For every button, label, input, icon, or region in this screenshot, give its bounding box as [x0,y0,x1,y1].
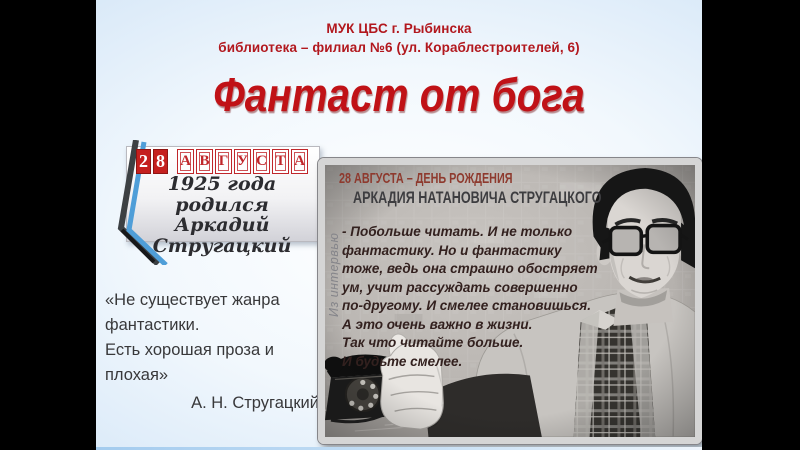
genre-quote-line: Есть хорошая проза и [105,341,274,359]
genre-quote-line: плохая» [105,366,169,384]
photo-frame [318,158,702,444]
organization-header [96,19,702,57]
presentation-slide [96,0,702,450]
calendar-tiles [136,149,310,174]
interview-quote-line: по-другому. И смелее становишься. [342,298,591,313]
photo-card [318,158,702,444]
birth-caption-line: Аркадий [174,214,270,236]
slide-title: Фантаст от бога [213,68,585,121]
interview-quote-line: фантастику. Но и фантастику [342,242,562,258]
birth-caption-line: Стругацкий [152,234,292,257]
month-letter-tile: Т [272,149,289,174]
month-letter-tile: А [177,149,194,174]
interview-quote-line: тоже, ведь она страшно обостряет [342,261,598,276]
organization-line2: библиотека – филиал №6 (ул. Кораблестроителей, 6) [218,40,580,55]
photo-title-date: 28 АВГУСТА – ДЕНЬ РОЖДЕНИЯ [339,170,513,187]
genre-quote [105,288,325,416]
month-letter-tile: С [253,149,270,174]
month-letter-tile: А [291,149,308,174]
day-digit-tile: 2 [136,149,151,174]
genre-quote-line: фантастики. [105,316,200,334]
genre-quote-line: «Не существует жанра [105,291,280,309]
month-letter-tile: У [234,149,251,174]
interview-quote-line: А это очень важно в жизни. [342,316,533,332]
quote-attribution: А. Н. Стругацкий [191,394,319,412]
date-banner [114,140,322,265]
letterbox-left [0,0,96,450]
interview-quote-line: Так что читайте больше. [342,335,524,350]
letterbox-right [702,0,800,450]
photo-title-name: АРКАДИЯ НАТАНОВИЧА СТРУГАЦКОГО [353,188,602,207]
interview-quote [342,223,602,371]
interview-quote-line: И будьте смелее. [342,353,463,369]
birth-caption [126,174,318,256]
interview-quote-line: ум, учит рассуждать совершенно [342,279,578,295]
interview-source-label: Из интервью [327,232,341,317]
birth-caption-line: 1925 года родился [167,173,277,216]
month-letter-tile: Г [215,149,232,174]
interview-quote-line: - Побольше читать. И не только [342,224,573,239]
month-letter-tile: В [196,149,213,174]
day-digit-tile: 8 [153,149,168,174]
organization-line1: МУК ЦБС г. Рыбинска [326,21,472,36]
